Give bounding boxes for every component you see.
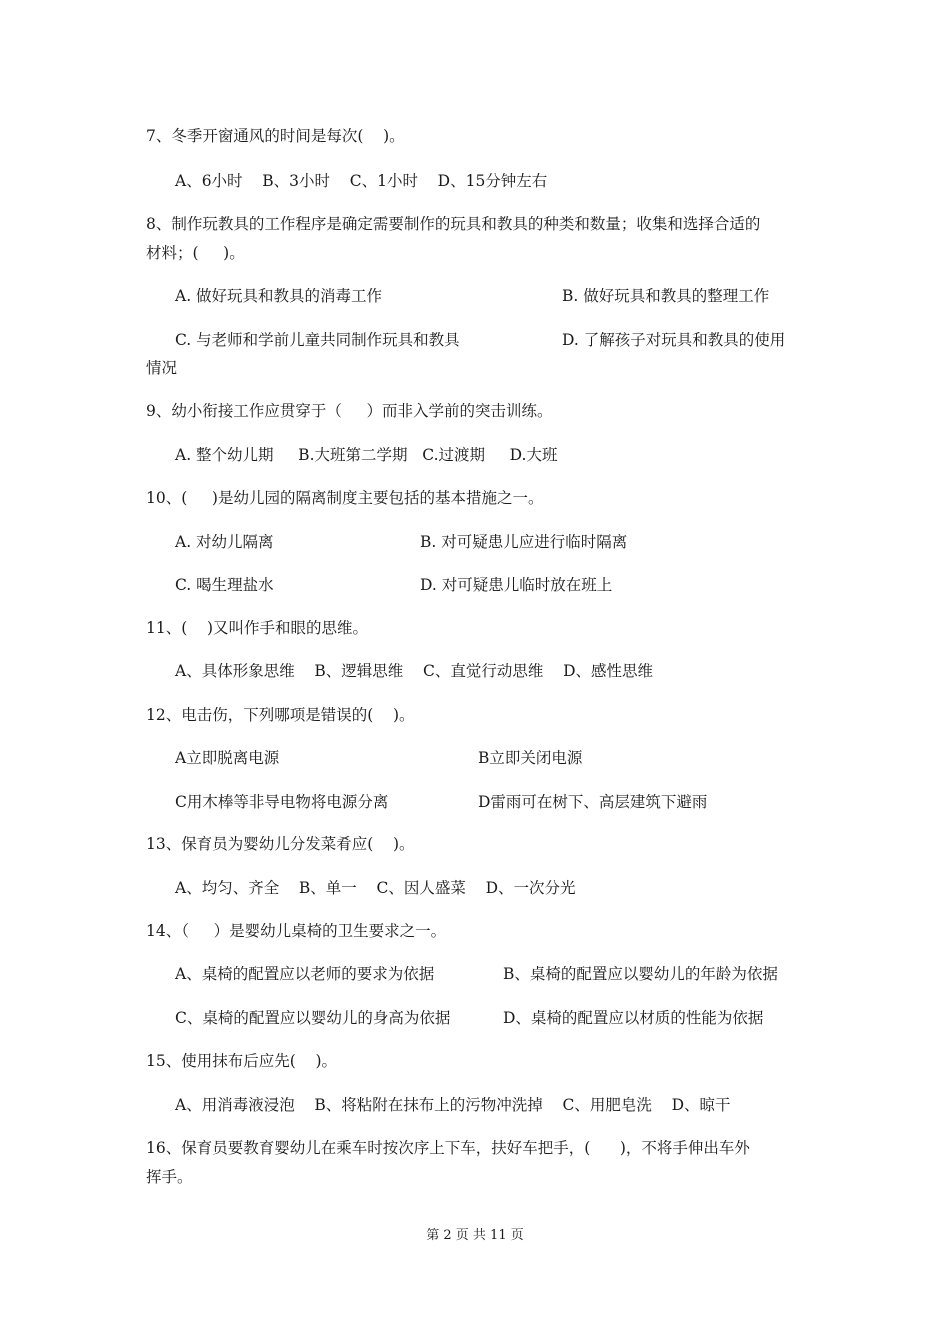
question-12-stem: 12、电击伤，下列哪项是错误的( )。 — [146, 706, 415, 724]
question-11-options: A、具体形象思维 B、逻辑思维 C、直觉行动思维 D、感性思维 — [175, 662, 653, 680]
question-13-options: A、均匀、齐全 B、单一 C、因人盛菜 D、一次分光 — [175, 879, 576, 897]
question-14-stem: 14、（ ）是婴幼儿桌椅的卫生要求之一。 — [146, 922, 447, 940]
question-13-stem: 13、保育员为婴幼儿分发菜肴应( )。 — [146, 835, 415, 853]
question-15-stem: 15、使用抹布后应先( )。 — [146, 1052, 338, 1070]
question-14-option-b: B、桌椅的配置应以婴幼儿的年龄为依据 — [503, 965, 778, 983]
question-10-stem: 10、( )是幼儿园的隔离制度主要包括的基本措施之一。 — [146, 489, 544, 507]
question-8-option-a: A. 做好玩具和教具的消毒工作 — [175, 287, 383, 305]
question-12-option-a: A立即脱离电源 — [175, 749, 280, 767]
question-12-option-b: B立即关闭电源 — [478, 749, 583, 767]
question-10-option-c: C. 喝生理盐水 — [175, 576, 274, 594]
question-8-option-d-continued: 情况 — [146, 359, 178, 377]
question-7-options: A、6小时 B、3小时 C、1小时 D、15分钟左右 — [175, 172, 548, 190]
question-14-option-c: C、桌椅的配置应以婴幼儿的身高为依据 — [175, 1009, 451, 1027]
question-10-option-d: D. 对可疑患儿临时放在班上 — [420, 576, 613, 594]
question-16-stem-line-2: 挥手。 — [146, 1168, 193, 1186]
question-7-stem: 7、冬季开窗通风的时间是每次( )。 — [146, 127, 405, 145]
question-12-option-d: D雷雨可在树下、高层建筑下避雨 — [478, 793, 708, 811]
page-number-footer: 第 2 页 共 11 页 — [426, 1228, 524, 1243]
question-15-options: A、用消毒液浸泡 B、将粘附在抹布上的污物冲洗掉 C、用肥皂洗 D、晾干 — [175, 1096, 731, 1114]
question-8-stem-line-1: 8、制作玩教具的工作程序是确定需要制作的玩具和教具的种类和数量；收集和选择合适的 — [146, 215, 761, 233]
question-11-stem: 11、( )又叫作手和眼的思维。 — [146, 619, 369, 637]
question-9-options: A. 整个幼儿期 B.大班第二学期 C.过渡期 D.大班 — [175, 446, 558, 464]
question-10-option-a: A. 对幼儿隔离 — [175, 533, 274, 551]
question-14-option-a: A、桌椅的配置应以老师的要求为依据 — [175, 965, 435, 983]
question-8-stem-line-2: 材料；( )。 — [146, 244, 245, 262]
question-14-option-d: D、桌椅的配置应以材质的性能为依据 — [503, 1009, 764, 1027]
question-10-option-b: B. 对可疑患儿应进行临时隔离 — [420, 533, 628, 551]
question-8-option-c: C. 与老师和学前儿童共同制作玩具和教具 — [175, 331, 460, 349]
question-12-option-c: C用木棒等非导电物将电源分离 — [175, 793, 389, 811]
question-16-stem-line-1: 16、保育员要教育婴幼儿在乘车时按次序上下车，扶好车把手，( )，不将手伸出车外 — [146, 1139, 750, 1157]
question-8-option-d: D. 了解孩子对玩具和教具的使用 — [562, 331, 786, 349]
question-9-stem: 9、幼小衔接工作应贯穿于（ ）而非入学前的突击训练。 — [146, 402, 553, 420]
question-8-option-b: B. 做好玩具和教具的整理工作 — [562, 287, 770, 305]
